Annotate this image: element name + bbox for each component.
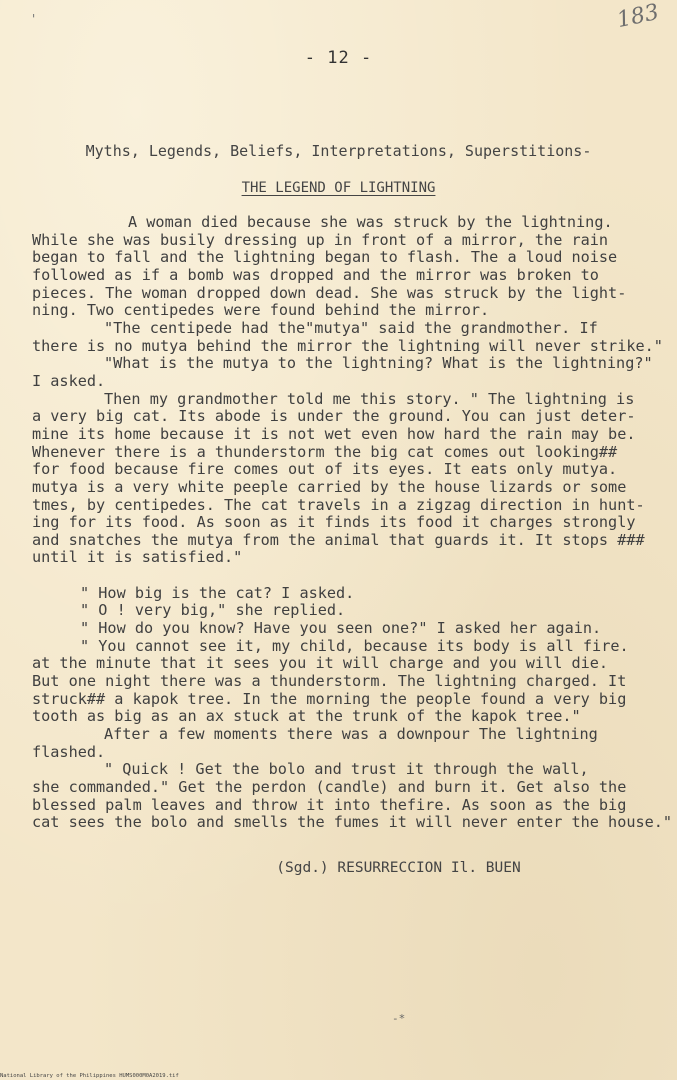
text-line: ing for its food. As soon as it finds its food it charges strongly <box>32 513 636 532</box>
document-title <box>0 180 677 196</box>
section-heading: Myths, Legends, Beliefs, Interpretations, Superstitions- <box>85 142 592 160</box>
margin-mark: ' <box>30 12 38 26</box>
text-line: mine its home because it is not wet even how hard the rain may be. <box>32 424 636 443</box>
text-line: a very big cat. Its abode is under the ground. You can just deter- <box>32 407 636 426</box>
text-line: Then my grandmother told me this story. " The lightning is <box>104 389 635 408</box>
handwritten-annotation: 183 <box>614 0 662 34</box>
text-line: struck## a kapok tree. In the morning the people found a very big <box>32 689 627 708</box>
text-line: mutya is a very white peeple carried by the house lizards or some <box>32 477 627 496</box>
text-line: " How big is the cat? I asked. <box>80 583 355 602</box>
text-line: cat sees the bolo and smells the fumes it will never enter the house." <box>32 813 673 832</box>
text-line: While she was busily dressing up in front of a mirror, the rain <box>32 230 609 249</box>
text-line: at the minute that it sees you it will charge and you will die. <box>32 654 609 673</box>
text-line: After a few moments there was a downpour The lightning <box>104 725 598 744</box>
text-line: flashed. <box>32 742 106 761</box>
text-line: until it is satisfied." <box>32 548 243 567</box>
text-line: pieces. The woman dropped down dead. She was struck by the light- <box>32 283 627 302</box>
signature-line: (Sgd.) RESURRECCION Il. BUEN <box>276 860 521 876</box>
text-line: A woman died because she was struck by the lightning. <box>128 213 613 231</box>
text-line: " You cannot see it, my child, because its body is all fire. <box>80 636 629 655</box>
text-line: "The centipede had the"mutya" said the grandmother. If <box>104 318 598 337</box>
text-line: I asked. <box>32 371 106 390</box>
text-line: But one night there was a thunderstorm. The lightning charged. It <box>32 672 627 691</box>
stray-mark: -* <box>392 1012 406 1025</box>
text-line: " O ! very big," she replied. <box>80 601 346 620</box>
text-line: ning. Two centipedes were found behind the mirror. <box>32 301 490 320</box>
text-line: " How do you know? Have you seen one?" I asked her again. <box>80 619 602 638</box>
text-line <box>32 567 644 585</box>
text-line: blessed palm leaves and throw it into thefire. As soon as the big <box>32 795 627 814</box>
text-line: there is no mutya behind the mirror the lightning will never strike." <box>32 336 663 355</box>
title-text: THE LEGEND OF LIGHTNING <box>241 180 436 196</box>
text-line: followed as if a bomb was dropped and the mirror was broken to <box>32 265 599 284</box>
text-line: began to fall and the lightning began to flash. The a loud noise <box>32 248 618 267</box>
archive-footer: National Library of the Philippines HUMS000M0A2019.tif <box>0 1073 179 1079</box>
text-line: Whenever there is a thunderstorm the big cat comes out looking## <box>32 442 618 461</box>
text-line: tmes, by centipedes. The cat travels in a zigzag direction in hunt- <box>32 495 645 514</box>
text-line: "What is the mutya to the lightning? What is the lightning?" <box>104 354 653 373</box>
page-number: - 12 - <box>304 48 373 68</box>
body-text <box>32 213 673 832</box>
text-line: " Quick ! Get the bolo and trust it through the wall, <box>104 760 589 779</box>
text-line: tooth as big as an ax stuck at the trunk of the kapok tree." <box>32 707 581 726</box>
text-line: she commanded." Get the perdon (candle) and burn it. Get also the <box>32 778 627 796</box>
text-line: and snatches the mutya from the animal that guards it. It stops ### <box>32 530 645 549</box>
text-line: for food because fire comes out of its eyes. It eats only mutya. <box>32 460 618 479</box>
